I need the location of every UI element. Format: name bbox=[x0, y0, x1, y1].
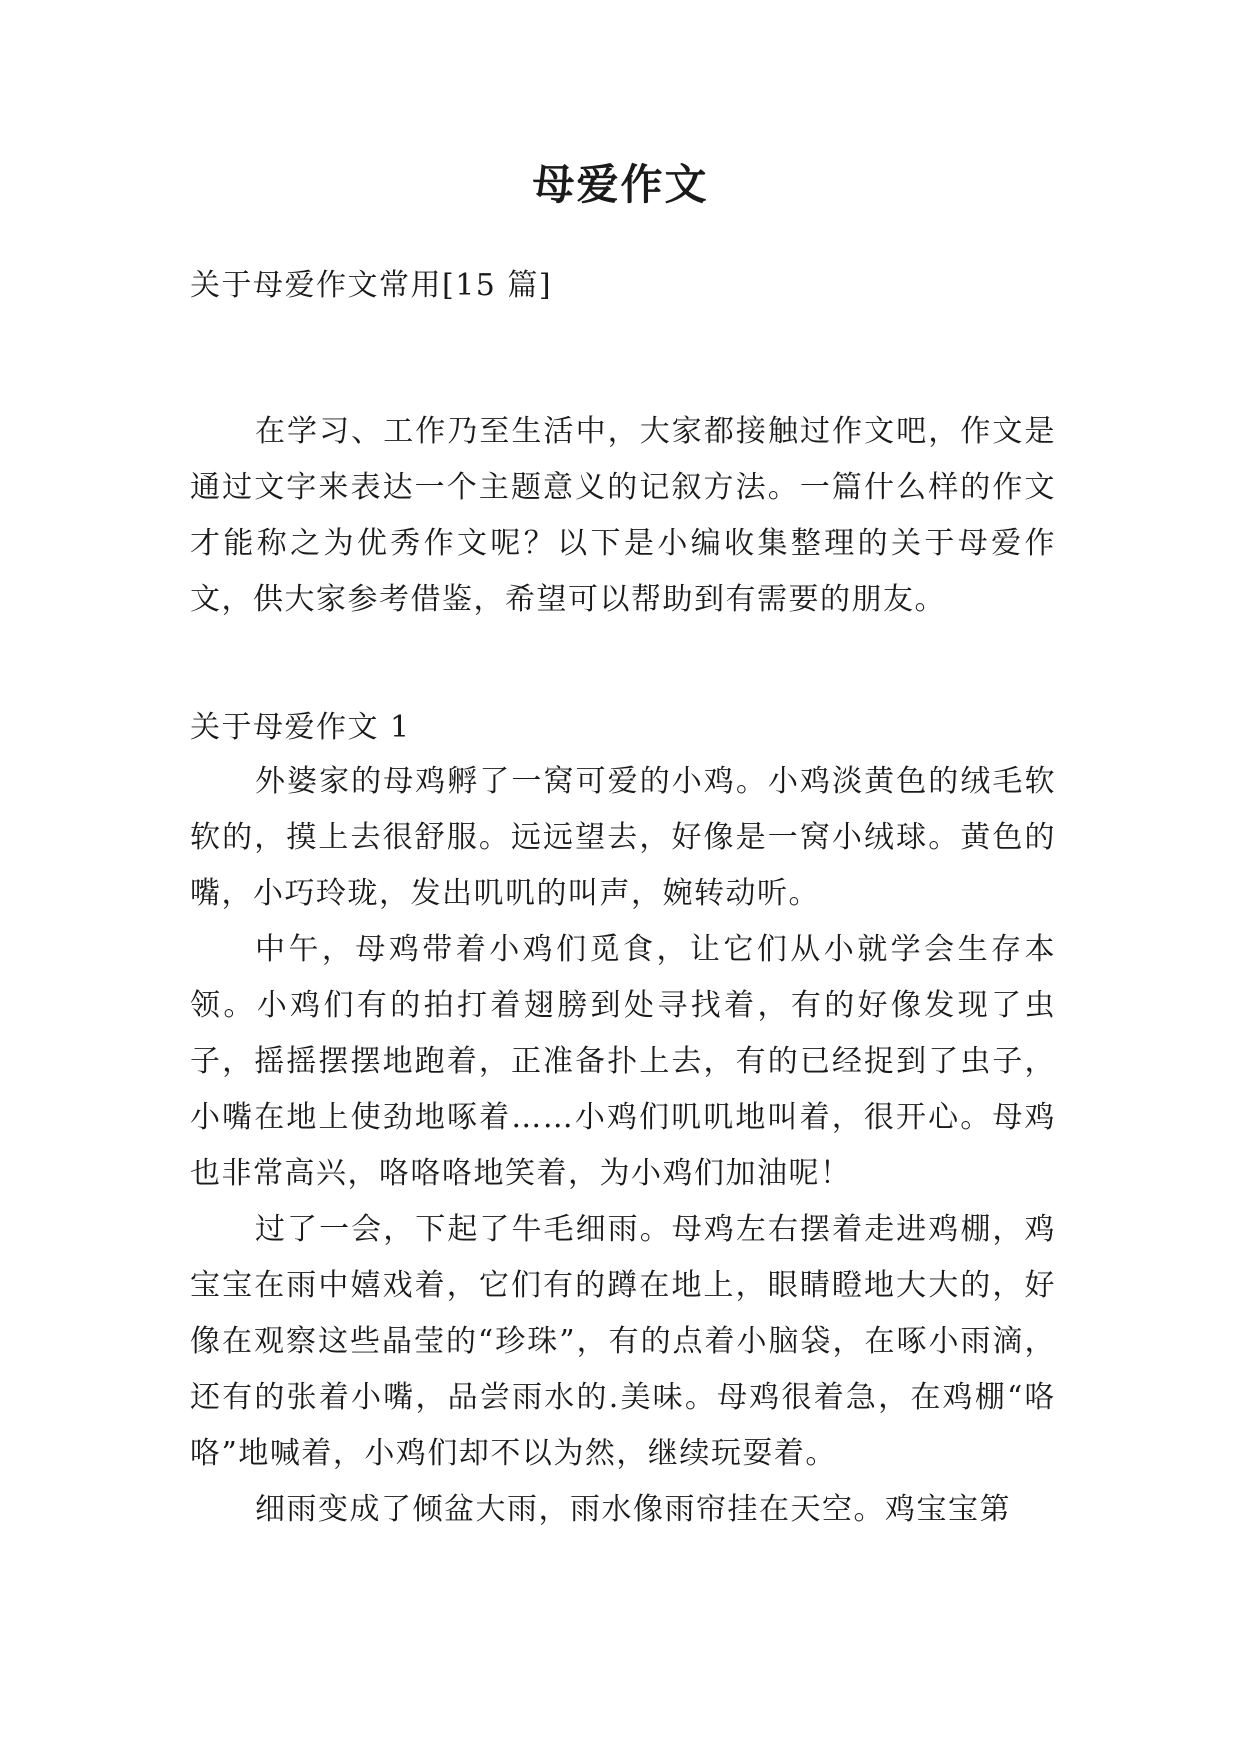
article-paragraph: 中午，母鸡带着小鸡们觅食，让它们从小就学会生存本领。小鸡们有的拍打着翅膀到处寻找着，有的好像发现了虫子，摇摇摆摆地跑着，正准备扑上去，有的已经捉到了虫子，小嘴在地上使劲地啄着……小鸡们叽叽地叫着，很开心。母鸡也非常高兴，咯咯咯地笑着，为小鸡们加油呢！ bbox=[190, 932, 1056, 1191]
article-paragraph: 细雨变成了倾盆大雨，雨水像雨帘挂在天空。鸡宝宝第 bbox=[255, 1492, 1011, 1527]
document-title: 母爱作文 bbox=[532, 160, 709, 209]
document-subtitle bbox=[190, 258, 1056, 314]
subtitle-text: 关于母爱作文常用[15 篇] bbox=[190, 268, 553, 303]
article-body bbox=[190, 754, 1056, 1538]
section-heading bbox=[190, 700, 1056, 756]
intro-text: 在学习、工作乃至生活中，大家都接触过作文吧，作文是通过文字来表达一个主题意义的记叙方法。一篇什么样的作文才能称之为优秀作文呢？以下是小编收集整理的关于母爱作文，供大家参考借鉴，希望可以帮助到有需要的朋友。 bbox=[190, 414, 1056, 617]
article-paragraph: 过了一会，下起了牛毛细雨。母鸡左右摆着走进鸡棚，鸡宝宝在雨中嬉戏着，它们有的蹲在地上，眼睛瞪地大大的，好像在观察这些晶莹的“珍珠”，有的点着小脑袋，在啄小雨滴，还有的张着小嘴，品尝雨水的.美味。母鸡很着急，在鸡棚“咯咯”地喊着，小鸡们却不以为然，继续玩耍着。 bbox=[190, 1212, 1056, 1471]
intro-paragraph bbox=[190, 404, 1056, 628]
article-paragraph: 外婆家的母鸡孵了一窝可爱的小鸡。小鸡淡黄色的绒毛软软的，摸上去很舒服。远远望去，好像是一窝小绒球。黄色的嘴，小巧玲珑，发出叽叽的叫声，婉转动听。 bbox=[190, 764, 1056, 911]
section-heading-text: 关于母爱作文 1 bbox=[190, 710, 411, 745]
